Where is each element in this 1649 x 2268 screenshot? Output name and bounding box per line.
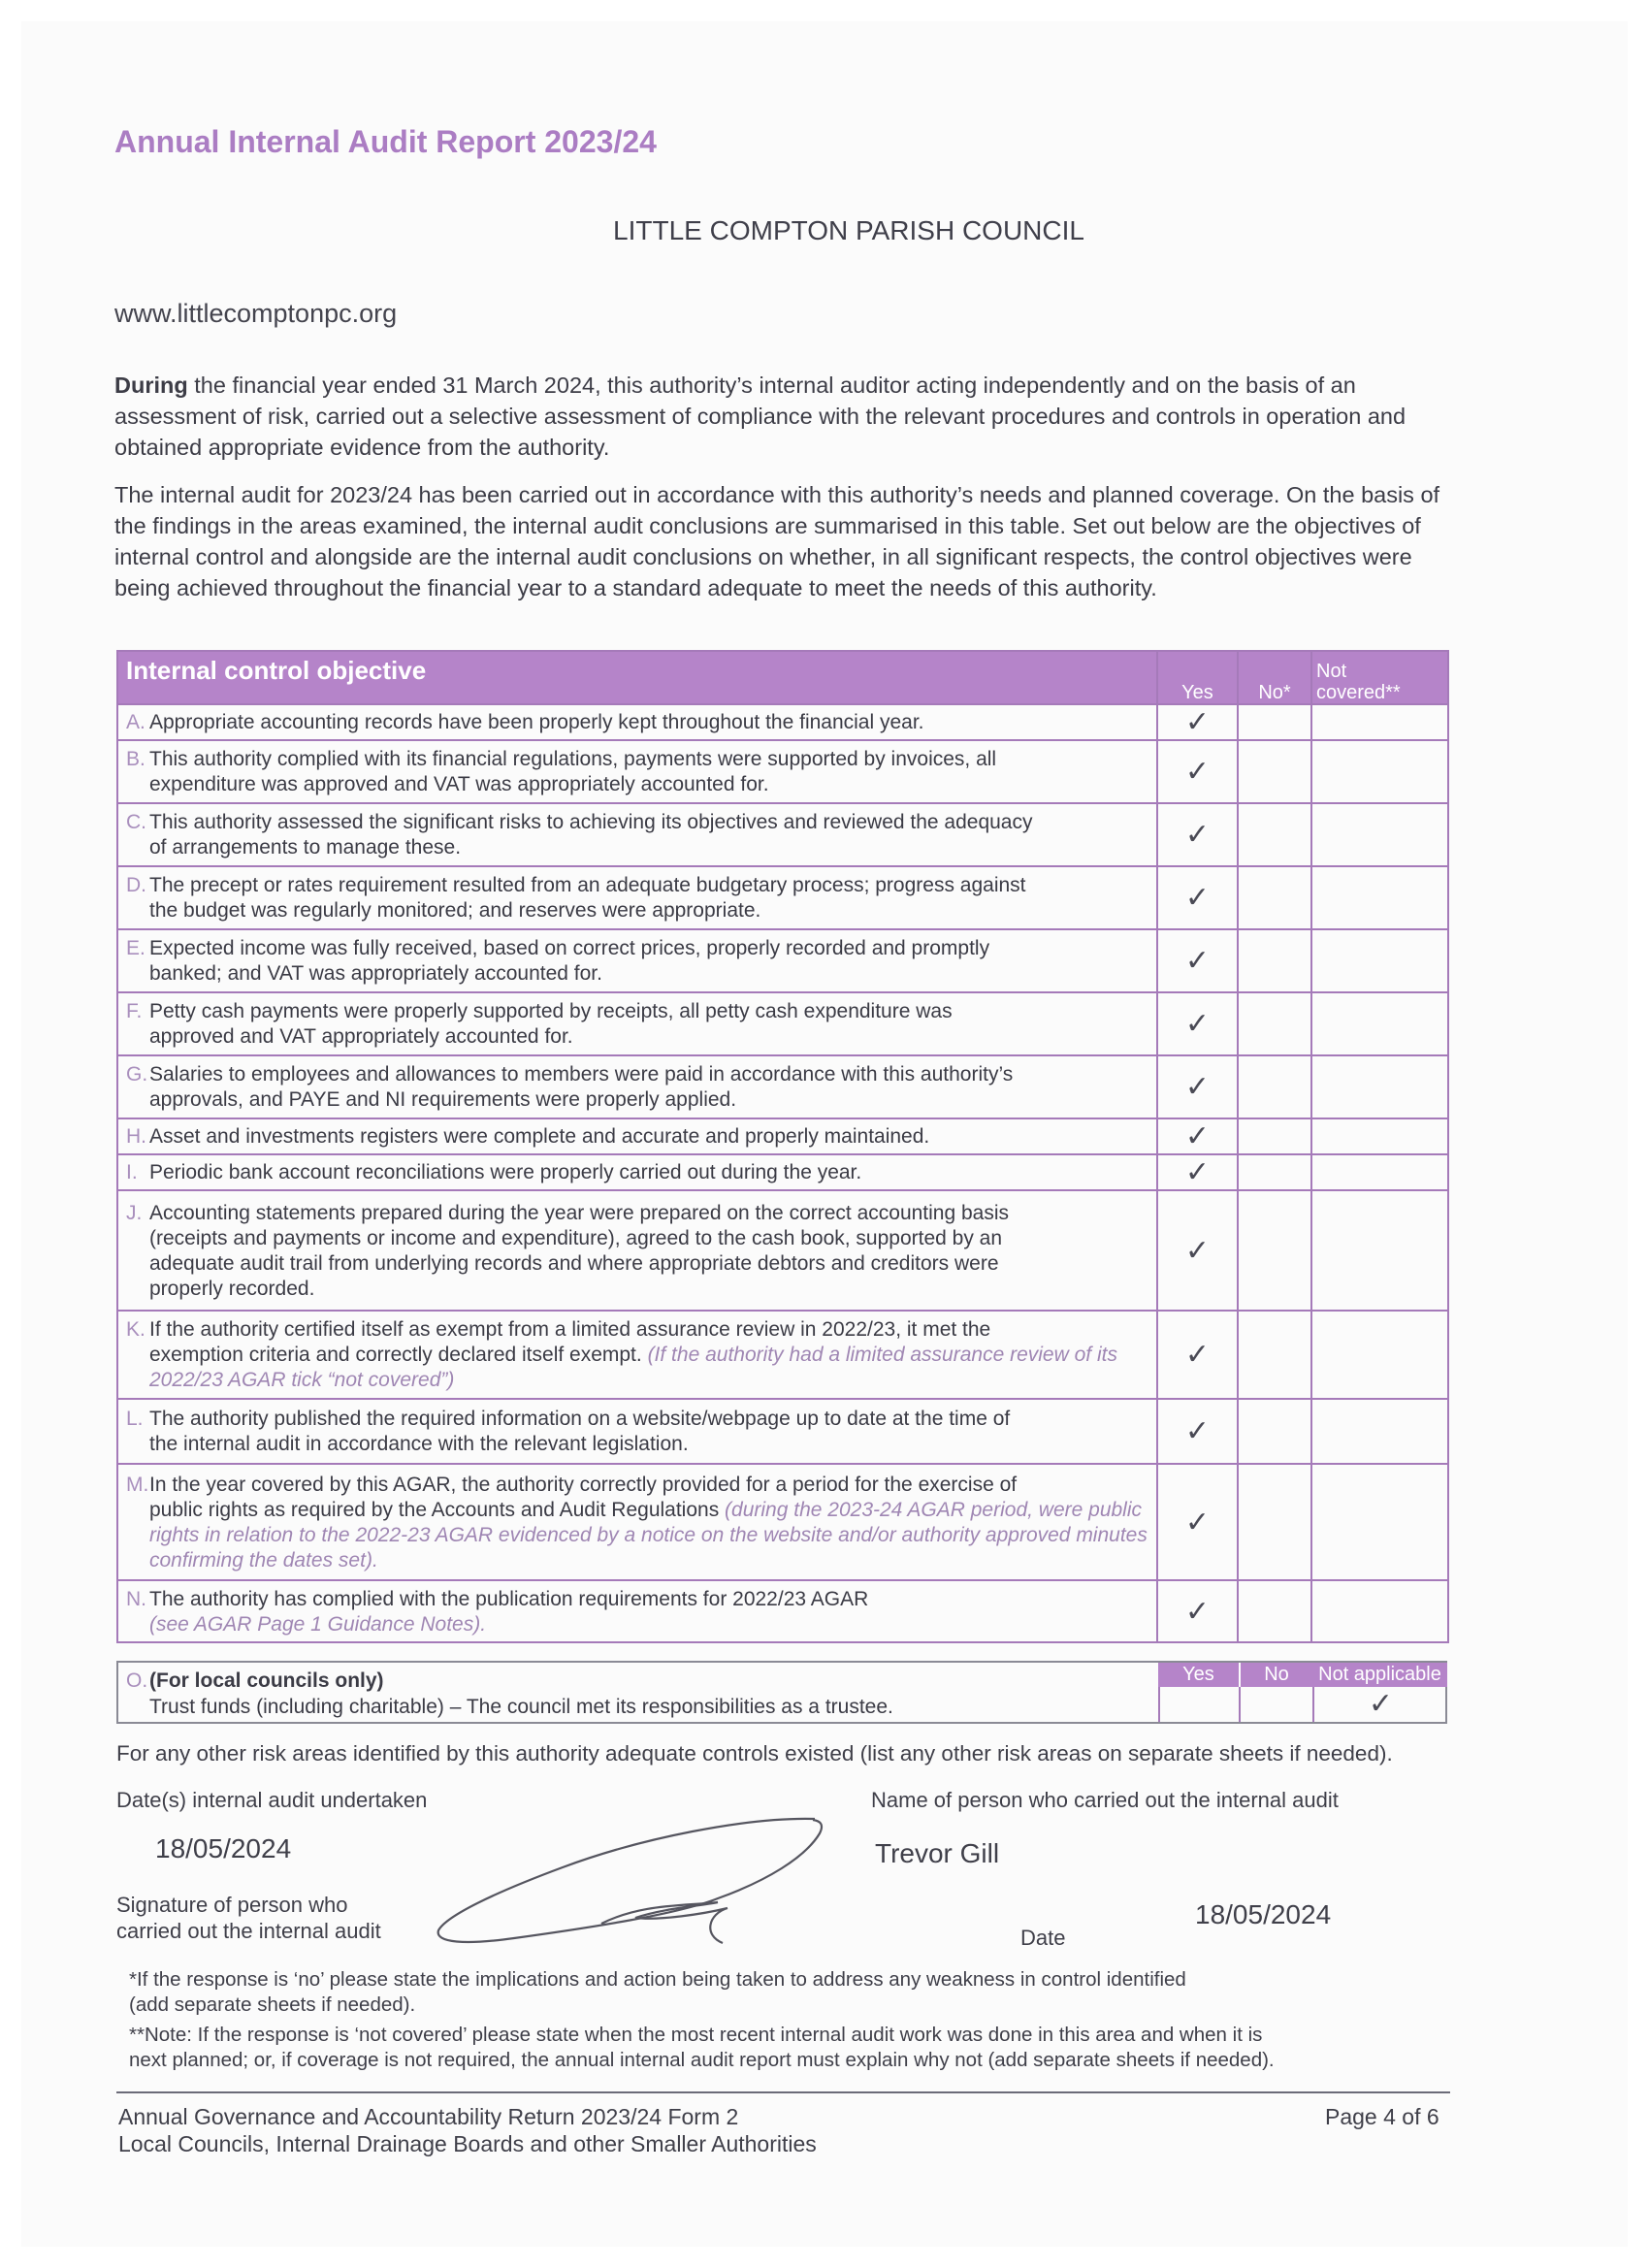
objective-line — [126, 1277, 1148, 1302]
table-row — [117, 740, 1448, 803]
answer-cell-no[interactable] — [1238, 929, 1311, 992]
tick-icon: ✓ — [1184, 1120, 1211, 1152]
objective-cell — [117, 1580, 1157, 1642]
objective-text: Appropriate accounting records have been properly kept throughout the financial year. — [149, 711, 924, 733]
objective-letter: G. — [126, 1063, 148, 1085]
objective-cell — [117, 1118, 1157, 1154]
objective-line — [126, 772, 1148, 797]
header-no: No* — [1238, 651, 1311, 704]
trust-letter: O. — [126, 1669, 148, 1692]
objective-text: exemption criteria and correctly declared itself exempt. — [149, 1344, 648, 1366]
objective-text: the budget was regularly monitored; and reserves were appropriate. — [149, 899, 761, 922]
objective-line — [126, 1587, 1148, 1612]
table-row — [117, 1464, 1448, 1580]
answer-cell-not-covered[interactable] — [1311, 1399, 1448, 1464]
answer-cell-no[interactable] — [1238, 1055, 1311, 1118]
tick-icon: ✓ — [1184, 1156, 1211, 1188]
table-row — [117, 1311, 1448, 1399]
objective-guidance: (If the authority had a limited assurance review of its 2022/23 AGAR tick “not covered”) — [149, 1344, 1117, 1391]
objective-line — [126, 1124, 1148, 1150]
table-row — [117, 1154, 1448, 1190]
objective-letter: F. — [126, 1000, 143, 1022]
table-row — [117, 803, 1448, 866]
objective-text: properly recorded. — [149, 1277, 315, 1300]
intro-paragraph-1-text: the financial year ended 31 March 2024, this authority’s internal auditor acting independently and on the basis of an assessment of risk, carried out a selective assessment of compliance with the relevant procedures and controls in operation and obtained appropriate evidence from the authority. — [114, 373, 1406, 460]
signature-label-line1: Signature of person who — [116, 1893, 348, 1917]
answer-cell-not-covered[interactable] — [1311, 740, 1448, 803]
objective-cell — [117, 866, 1157, 929]
tick-icon: ✓ — [1184, 882, 1211, 914]
objective-text: of arrangements to manage these. — [149, 836, 462, 859]
date-label: Date — [1020, 1926, 1066, 1950]
answer-cell-yes[interactable] — [1157, 992, 1238, 1055]
objective-line — [126, 961, 1148, 987]
trust-header-yes: Yes — [1158, 1663, 1239, 1687]
answer-cell-yes[interactable] — [1157, 740, 1238, 803]
table-row — [117, 704, 1448, 740]
dates-label: Date(s) internal audit undertaken — [116, 1788, 428, 1812]
objective-text: approved and VAT appropriately accounted for. — [149, 1025, 573, 1048]
answer-cell-yes[interactable] — [1157, 1154, 1238, 1190]
dates-value: 18/05/2024 — [155, 1833, 292, 1863]
footer-line1: Annual Governance and Accountability Return 2023/24 Form 2 — [118, 2104, 739, 2129]
objective-letter: C. — [126, 811, 146, 833]
objective-text: banked; and VAT was appropriately accounted for. — [149, 962, 602, 985]
trust-funds-text — [126, 1668, 893, 1720]
objective-letter: I. — [126, 1161, 138, 1183]
note1-line2: (add separate sheets if needed). — [129, 1993, 416, 2016]
answer-cell-no[interactable] — [1238, 1580, 1311, 1642]
answer-cell-yes[interactable] — [1157, 1399, 1238, 1464]
answer-cell-not-covered[interactable] — [1311, 1580, 1448, 1642]
objective-line — [126, 999, 1148, 1024]
trust-cell-no[interactable] — [1239, 1687, 1312, 1722]
tick-icon: ✓ — [1184, 1071, 1211, 1103]
footer-line2: Local Councils, Internal Drainage Boards and other Smaller Authorities — [118, 2131, 817, 2156]
header-objective: Internal control objective — [117, 651, 1157, 704]
objective-text: If the authority certified itself as exempt from a limited assurance review in 2022/23, it met the — [149, 1318, 991, 1341]
tick-icon: ✓ — [1184, 945, 1211, 977]
objective-cell — [117, 803, 1157, 866]
objective-guidance: (during the 2023-24 AGAR period, were public rights in relation to the 2022-23 AGAR evidenced by a notice on the website and/or authority approved minutes confirming the dates set). — [149, 1498, 1148, 1571]
objective-letter: D. — [126, 874, 146, 896]
answer-cell-no[interactable] — [1238, 1399, 1311, 1464]
tick-icon: ✓ — [1184, 706, 1211, 738]
answer-cell-yes[interactable] — [1157, 1118, 1238, 1154]
note2-line2: next planned; or, if coverage is not required, the annual internal audit report must explain why not (add separate sheets if needed). — [129, 2049, 1275, 2071]
objective-letter: B. — [126, 748, 146, 770]
answer-cell-no[interactable] — [1238, 1118, 1311, 1154]
council-name: LITTLE COMPTON PARISH COUNCIL — [613, 215, 1084, 245]
objective-letter: M. — [126, 1473, 149, 1496]
objective-text: The precept or rates requirement resulted from an adequate budgetary process; progress against — [149, 874, 1026, 896]
answer-cell-yes[interactable] — [1157, 866, 1238, 929]
trust-title: (For local councils only) — [149, 1669, 384, 1692]
answer-cell-no[interactable] — [1238, 740, 1311, 803]
trust-answer-grid — [1158, 1663, 1447, 1722]
answer-cell-no[interactable] — [1238, 1190, 1311, 1311]
trust-funds-box — [116, 1661, 1447, 1724]
answer-cell-not-covered[interactable] — [1311, 1190, 1448, 1311]
objective-line — [126, 1087, 1148, 1113]
answer-cell-not-covered[interactable] — [1311, 1055, 1448, 1118]
objective-line — [126, 898, 1148, 923]
objective-line — [126, 1251, 1148, 1277]
objective-text: The authority has complied with the publication requirements for 2022/23 AGAR — [149, 1587, 869, 1610]
objective-text: public rights as required by the Accounts and Audit Regulations — [149, 1498, 726, 1521]
header-not-covered — [1311, 651, 1448, 704]
trust-cell-na[interactable] — [1312, 1687, 1447, 1722]
tick-icon: ✓ — [1184, 819, 1211, 851]
objective-line — [126, 710, 1148, 735]
objective-line — [126, 1343, 1148, 1393]
answer-cell-not-covered[interactable] — [1311, 1311, 1448, 1399]
control-objectives-table — [116, 650, 1449, 1643]
tick-icon: ✓ — [1184, 1008, 1211, 1040]
objective-text: Petty cash payments were properly supported by receipts, all petty cash expenditure was — [149, 1000, 953, 1022]
header-yes: Yes — [1157, 651, 1238, 704]
answer-cell-not-covered[interactable] — [1311, 1118, 1448, 1154]
objective-line — [126, 747, 1148, 772]
objective-letter: H. — [126, 1125, 146, 1148]
objective-line — [126, 810, 1148, 835]
objective-cell — [117, 704, 1157, 740]
objective-line — [126, 936, 1148, 961]
note2-line1: **Note: If the response is ‘not covered’ please state when the most recent internal audit work was done in this area and when it is — [129, 2024, 1263, 2046]
answer-cell-not-covered[interactable] — [1311, 704, 1448, 740]
answer-cell-not-covered[interactable] — [1311, 803, 1448, 866]
date-value: 18/05/2024 — [1195, 1899, 1332, 1929]
answer-cell-no[interactable] — [1238, 1464, 1311, 1580]
objective-cell — [117, 1464, 1157, 1580]
trust-header-no: No — [1241, 1663, 1312, 1687]
answer-cell-yes[interactable] — [1157, 1580, 1238, 1642]
table-row — [117, 1118, 1448, 1154]
answer-cell-yes[interactable] — [1157, 704, 1238, 740]
objective-cell — [117, 1311, 1157, 1399]
footer-divider — [116, 2091, 1450, 2093]
tick-icon: ✓ — [1184, 1415, 1211, 1447]
answer-cell-not-covered[interactable] — [1311, 866, 1448, 929]
answer-cell-yes[interactable] — [1157, 929, 1238, 992]
objective-cell — [117, 1154, 1157, 1190]
objective-text: Salaries to employees and allowances to members were paid in accordance with this authority’s — [149, 1063, 1014, 1085]
signature-image — [427, 1799, 873, 1955]
answer-cell-yes[interactable] — [1157, 1055, 1238, 1118]
objective-text: The authority published the required information on a website/webpage up to date at the time of — [149, 1408, 1011, 1430]
page-number: Page 4 of 6 — [1325, 2104, 1439, 2129]
table-row — [117, 1055, 1448, 1118]
note1-line1: *If the response is ‘no’ please state the implications and action being taken to address any weakness in control identified — [129, 1968, 1186, 1991]
note-not-covered — [129, 2023, 1275, 2073]
objective-text: This authority assessed the significant risks to achieving its objectives and reviewed the adequacy — [149, 811, 1033, 833]
objective-line — [126, 1407, 1148, 1432]
answer-cell-no[interactable] — [1238, 704, 1311, 740]
objective-line — [126, 873, 1148, 898]
objective-cell — [117, 992, 1157, 1055]
objective-text: (receipts and payments or income and expenditure), agreed to the cash book, supported by an — [149, 1226, 1003, 1249]
answer-cell-not-covered[interactable] — [1311, 992, 1448, 1055]
objective-text: Expected income was fully received, based on correct prices, properly recorded and promptly — [149, 937, 990, 959]
intro-paragraph-1 — [114, 370, 1463, 463]
objective-letter: L. — [126, 1408, 144, 1430]
objective-line — [126, 1160, 1148, 1185]
answer-cell-not-covered[interactable] — [1311, 929, 1448, 992]
objective-text: Accounting statements prepared during the year were prepared on the correct accounting basis — [149, 1201, 1010, 1224]
objective-text: adequate audit trail from underlying records and where appropriate debtors and creditors were — [149, 1251, 999, 1275]
trust-description: Trust funds (including charitable) – The council met its responsibilities as a trustee. — [149, 1696, 893, 1718]
intro-paragraph-2: The internal audit for 2023/24 has been carried out in accordance with this authority’s needs and planned coverage. On the basis of the findings in the areas examined, the internal audit conclusions are summarised in this table. Set out below are the objectives of internal control and alongside are the internal audit conclusions on whether, in all significant respects, the control objectives were being achieved throughout the financial year to a standard adequate to meet the needs of this authority. — [114, 482, 1440, 600]
objective-text: approvals, and PAYE and NI requirements were properly applied. — [149, 1088, 737, 1111]
table-row — [117, 1580, 1448, 1642]
page-title: Annual Internal Audit Report 2023/24 — [114, 124, 657, 159]
objective-line — [126, 835, 1148, 860]
intro-bold-word: During — [114, 373, 188, 398]
objective-line — [126, 1317, 1148, 1343]
tick-icon: ✓ — [1184, 1506, 1211, 1539]
name-label: Name of person who carried out the internal audit — [871, 1788, 1339, 1812]
table-row — [117, 866, 1448, 929]
trust-header-na: Not applicable — [1312, 1663, 1447, 1687]
answer-cell-not-covered[interactable] — [1311, 1464, 1448, 1580]
objective-letter: E. — [126, 937, 146, 959]
objective-cell — [117, 740, 1157, 803]
signature-label — [116, 1892, 381, 1944]
objective-letter: K. — [126, 1318, 146, 1341]
objective-cell — [117, 1055, 1157, 1118]
auditor-name: Trevor Gill — [875, 1838, 1000, 1868]
objective-cell — [117, 929, 1157, 992]
tick-icon: ✓ — [1184, 1595, 1211, 1628]
objective-line — [126, 1062, 1148, 1087]
tick-icon: ✓ — [1184, 1234, 1211, 1267]
objective-line — [126, 1201, 1148, 1226]
note-no-response — [129, 1967, 1186, 2018]
table-row — [117, 1190, 1448, 1311]
objective-line — [126, 1024, 1148, 1050]
objective-line — [126, 1432, 1148, 1457]
header-not-covered-line2: covered** — [1316, 682, 1401, 703]
objective-text: Periodic bank account reconciliations were properly carried out during the year. — [149, 1161, 862, 1183]
objective-guidance: (see AGAR Page 1 Guidance Notes). — [149, 1612, 487, 1636]
objective-text: In the year covered by this AGAR, the authority correctly provided for a period for the exercise of — [149, 1473, 1018, 1496]
tick-icon: ✓ — [1184, 1339, 1211, 1371]
answer-cell-yes[interactable] — [1157, 1464, 1238, 1580]
objective-text: the internal audit in accordance with the relevant legislation. — [149, 1433, 689, 1455]
answer-cell-yes[interactable] — [1157, 803, 1238, 866]
footer-form-title — [118, 2103, 817, 2157]
table-row — [117, 929, 1448, 992]
objective-letter: J. — [126, 1201, 143, 1224]
objective-line — [126, 1226, 1148, 1251]
table-row — [117, 992, 1448, 1055]
objective-text: Asset and investments registers were complete and accurate and properly maintained. — [149, 1125, 930, 1148]
answer-cell-not-covered[interactable] — [1311, 1154, 1448, 1190]
answer-cell-yes[interactable] — [1157, 1190, 1238, 1311]
tick-icon: ✓ — [1368, 1688, 1394, 1720]
answer-cell-no[interactable] — [1238, 1154, 1311, 1190]
answer-cell-no[interactable] — [1238, 866, 1311, 929]
signature-label-line2: carried out the internal audit — [116, 1919, 381, 1943]
objective-letter: A. — [126, 711, 146, 733]
objective-letter: N. — [126, 1587, 146, 1610]
other-risks-statement: For any other risk areas identified by this authority adequate controls existed (list any other risk areas on separate sheets if needed). — [116, 1741, 1393, 1766]
trust-cell-yes[interactable] — [1158, 1687, 1239, 1722]
table-row — [117, 1399, 1448, 1464]
objective-text: This authority complied with its financial regulations, payments were supported by invoices, all — [149, 748, 997, 770]
objective-line — [126, 1473, 1148, 1498]
tick-icon: ✓ — [1184, 756, 1211, 788]
objective-line — [126, 1498, 1148, 1573]
answer-cell-yes[interactable] — [1157, 1311, 1238, 1399]
objective-text: expenditure was approved and VAT was appropriately accounted for. — [149, 773, 769, 795]
objective-cell — [117, 1399, 1157, 1464]
answer-cell-no[interactable] — [1238, 1311, 1311, 1399]
header-not-covered-line1: Not — [1316, 661, 1347, 682]
objective-cell — [117, 1190, 1157, 1311]
answer-cell-no[interactable] — [1238, 803, 1311, 866]
answer-cell-no[interactable] — [1238, 992, 1311, 1055]
website-url: www.littlecomptonpc.org — [114, 299, 398, 328]
table-header-row — [117, 651, 1448, 704]
